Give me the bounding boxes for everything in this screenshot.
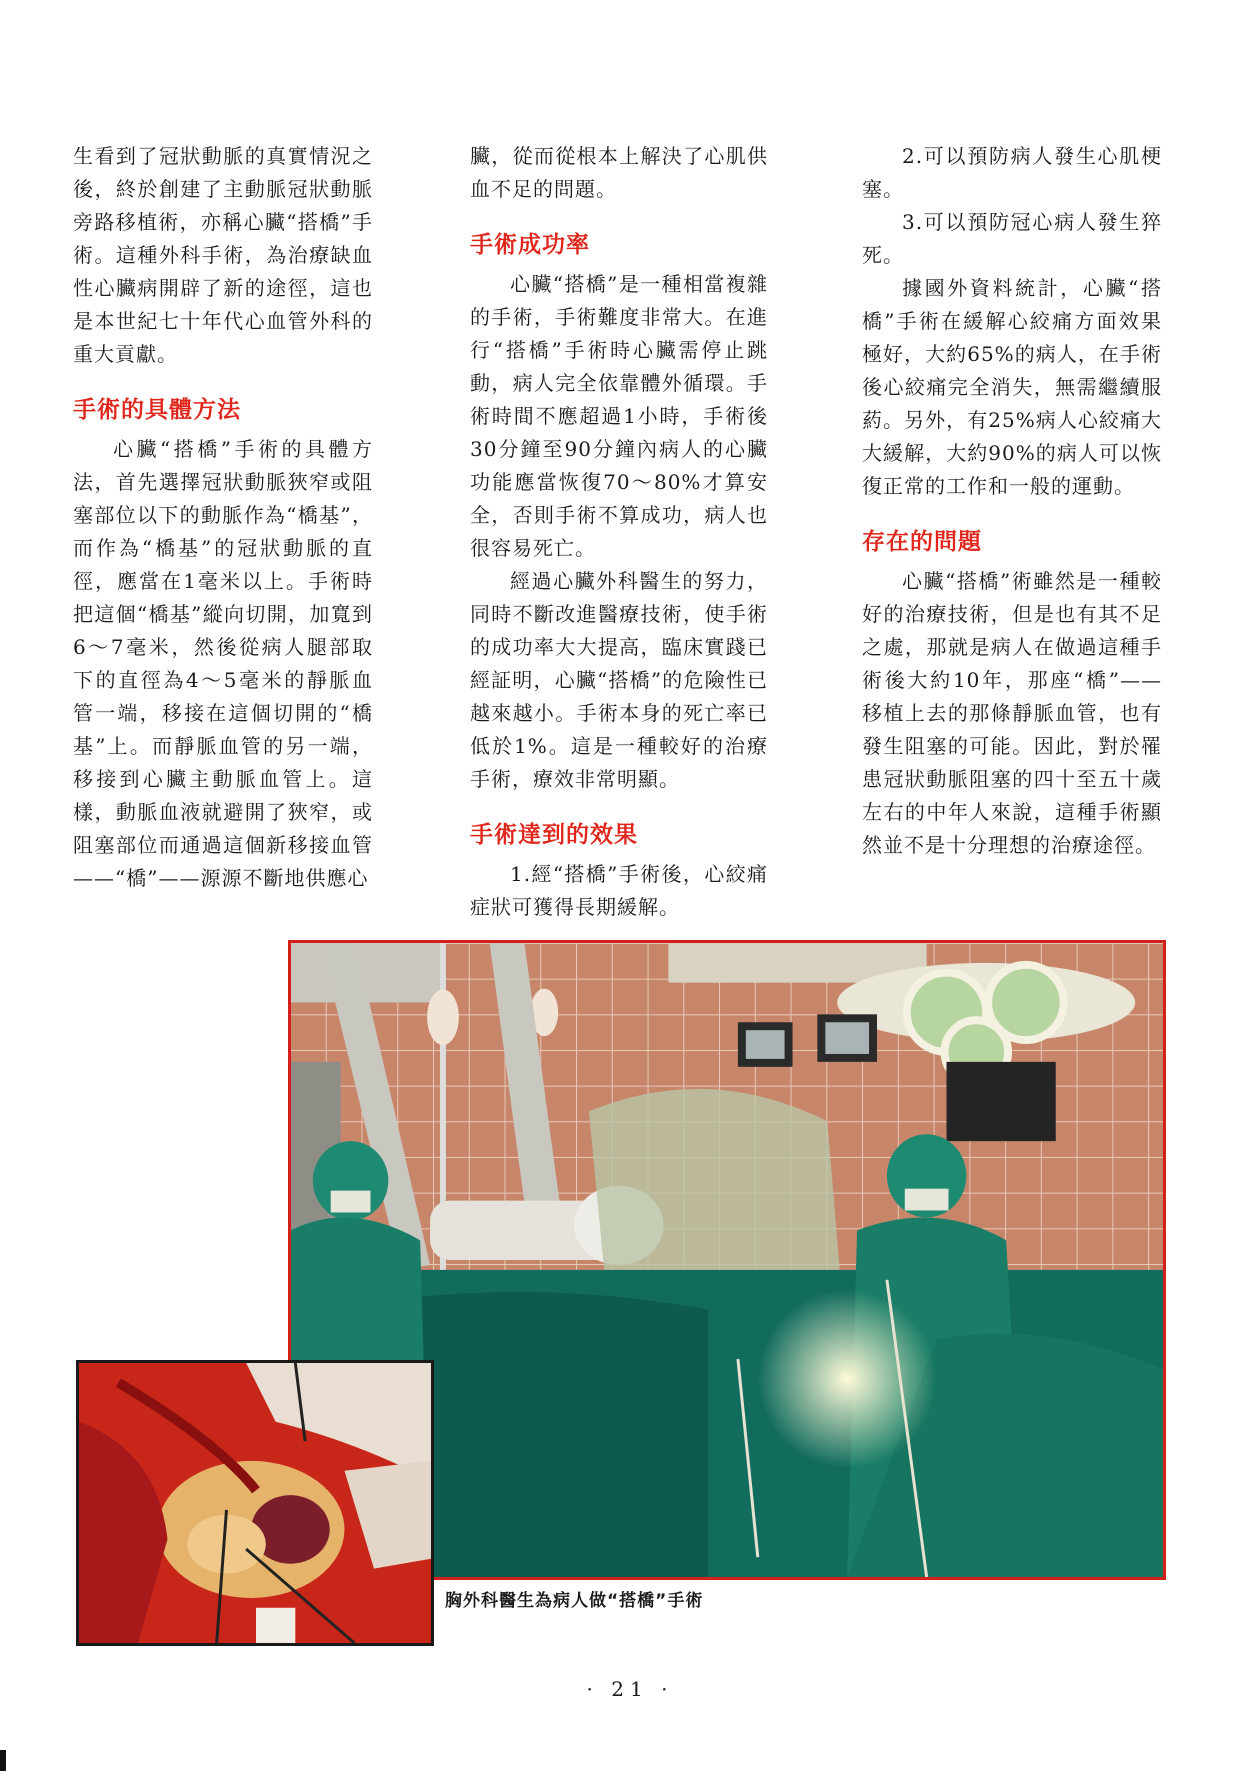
paragraph: 心臟“搭橋”是一種相當複雜的手術，手術難度非常大。在進行“搭橋”手術時心臟需停止跳動，病人完全依靠體外循環。手術時間不應超過1小時，手術後30分鐘至90分鐘內病人的心臟功能應當恢復70～80%才算安全，否則手術不算成功，病人也很容易死亡。 — [470, 272, 768, 560]
text-column-2 — [470, 140, 768, 924]
paragraph: 心臟“搭橋”術雖然是一種較好的治療技術，但是也有其不足之處，那就是病人在做過這種手術後大約10年，那座“橋”——移植上去的那條靜脈血管，也有發生阻塞的可能。因此，對於罹患冠狀動脈阻塞的四十至五十歲左右的中年人來說，這種手術顯然並不是十分理想的治療途徑。 — [862, 569, 1162, 857]
section-heading-effects: 手術達到的效果 — [470, 822, 638, 848]
paragraph: 3.可以預防冠心病人發生猝死。 — [862, 210, 1162, 267]
paragraph: 臟，從而從根本上解決了心肌供血不足的問題。 — [470, 144, 768, 201]
paragraph: 心臟“搭橋”手術的具體方法，首先選擇冠狀動脈狹窄或阻塞部位以下的動脈作為“橋基”，而作為“橋基”的冠狀動脈的直徑，應當在1毫米以上。手術時把這個“橋基”縱向切開，加寬到6～7毫米，然後從病人腿部取下的直徑為4～5毫米的靜脈血管一端，移接在這個切開的“橋基”上。而靜脈血管的另一端，移接到心臟主動脈血管上。這樣，動脈血液就避開了狹窄，或阻塞部位而通過這個新移接血管——“橋”——源源不斷地供應心 — [73, 437, 373, 890]
scan-edge-mark — [0, 1750, 6, 1771]
text-column-1 — [73, 140, 373, 895]
paragraph: 1.經“搭橋”手術後，心絞痛症狀可獲得長期緩解。 — [470, 862, 768, 919]
page-number: · 21 · — [586, 1677, 674, 1701]
paragraph: 生看到了冠狀動脈的真實情況之後，終於創建了主動脈冠狀動脈旁路移植術，亦稱心臟“搭橋”手術。這種外科手術，為治療缺血性心臟病開辟了新的途徑，這也是本世紀七十年代心血管外科的重大貢獻。 — [73, 144, 373, 366]
heart-closeup-photo — [76, 1360, 434, 1646]
section-heading-problems: 存在的問題 — [862, 529, 982, 555]
paragraph: 經過心臟外科醫生的努力，同時不斷改進醫療技術，使手術的成功率大大提高，臨床實踐已經証明，心臟“搭橋”的危險性已越來越小。手術本身的死亡率已低於1%。這是一種較好的治療手術，療效非常明顯。 — [470, 569, 768, 791]
paragraph: 2.可以預防病人發生心肌梗塞。 — [862, 144, 1162, 201]
figure-caption: 胸外科醫生為病人做“搭橋”手術 — [445, 1591, 704, 1611]
text-column-3 — [862, 140, 1162, 862]
section-heading-method: 手術的具體方法 — [73, 397, 241, 423]
paragraph: 據國外資料統計，心臟“搭橋”手術在緩解心絞痛方面效果極好，大約65%的病人，在手術後心絞痛完全消失，無需繼續服葯。另外，有25%病人心絞痛大大緩解，大約90%的病人可以恢復正常的工作和一般的運動。 — [862, 276, 1162, 498]
section-heading-success-rate: 手術成功率 — [470, 232, 590, 258]
